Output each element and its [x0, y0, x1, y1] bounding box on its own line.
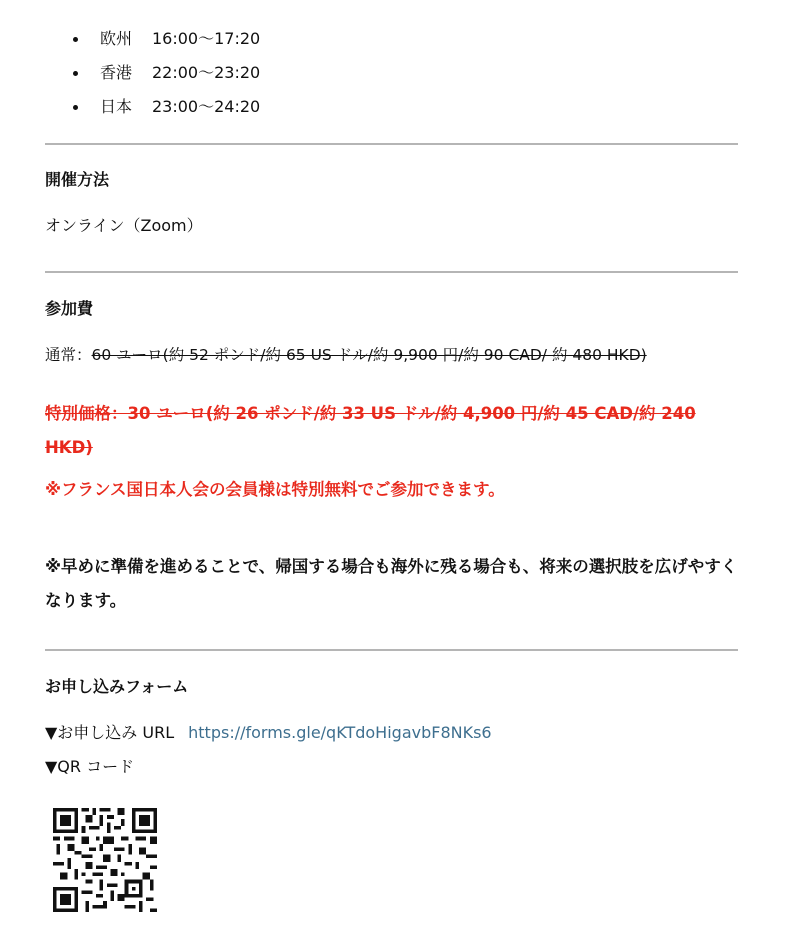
regular-fee-label: 通常：: [45, 346, 92, 364]
list-item: [45, 95, 260, 129]
list-item: [45, 27, 260, 61]
schedule-time: 23:00〜24:20: [152, 97, 261, 116]
method-heading: 開催方法: [45, 170, 110, 189]
schedule-time: 16:00〜17:20: [152, 29, 261, 48]
special-fee: 特別価格：30 ユーロ(約 26 ポンド/約 33 US ドル/約 4,900 円/約 45 CAD/約 240 HKD): [45, 404, 696, 457]
schedule-time: 22:00〜23:20: [152, 63, 261, 82]
method-value: オンライン（Zoom）: [45, 216, 203, 235]
regular-fee-price: 60 ユーロ(約 52 ポンド/約 65 US ドル/約 9,900 円/約 90 CAD/ 約 480 HKD): [91, 346, 647, 364]
schedule-region: 日本: [100, 97, 133, 116]
form-url-row: [45, 721, 492, 745]
divider: [45, 649, 738, 651]
future-note: ※早めに準備を進めることで、帰国する場合も海外に残る場合も、将来の選択肢を広げやすくなります。: [45, 557, 738, 610]
schedule-region: 香港: [100, 63, 133, 82]
divider: [45, 143, 738, 145]
bullet-icon: [73, 105, 78, 110]
form-url-label: ▼お申し込み URL: [45, 723, 175, 742]
fee-heading: 参加費: [45, 299, 94, 318]
bullet-icon: [73, 71, 78, 76]
divider: [45, 271, 738, 273]
qr-code-icon: [53, 808, 157, 912]
member-note: ※フランス国日本人会の会員様は特別無料でご参加できます。: [45, 480, 505, 499]
bullet-icon: [73, 37, 78, 42]
form-url-link[interactable]: https://forms.gle/qKTdoHigavbF8NKs6: [188, 723, 492, 742]
regular-fee: [45, 343, 647, 367]
schedule-region: 欧州: [100, 29, 133, 48]
form-heading: お申し込みフォーム: [45, 677, 189, 696]
qr-label: ▼QR コード: [45, 757, 135, 776]
schedule-list: [45, 27, 260, 129]
list-item: [45, 61, 260, 95]
